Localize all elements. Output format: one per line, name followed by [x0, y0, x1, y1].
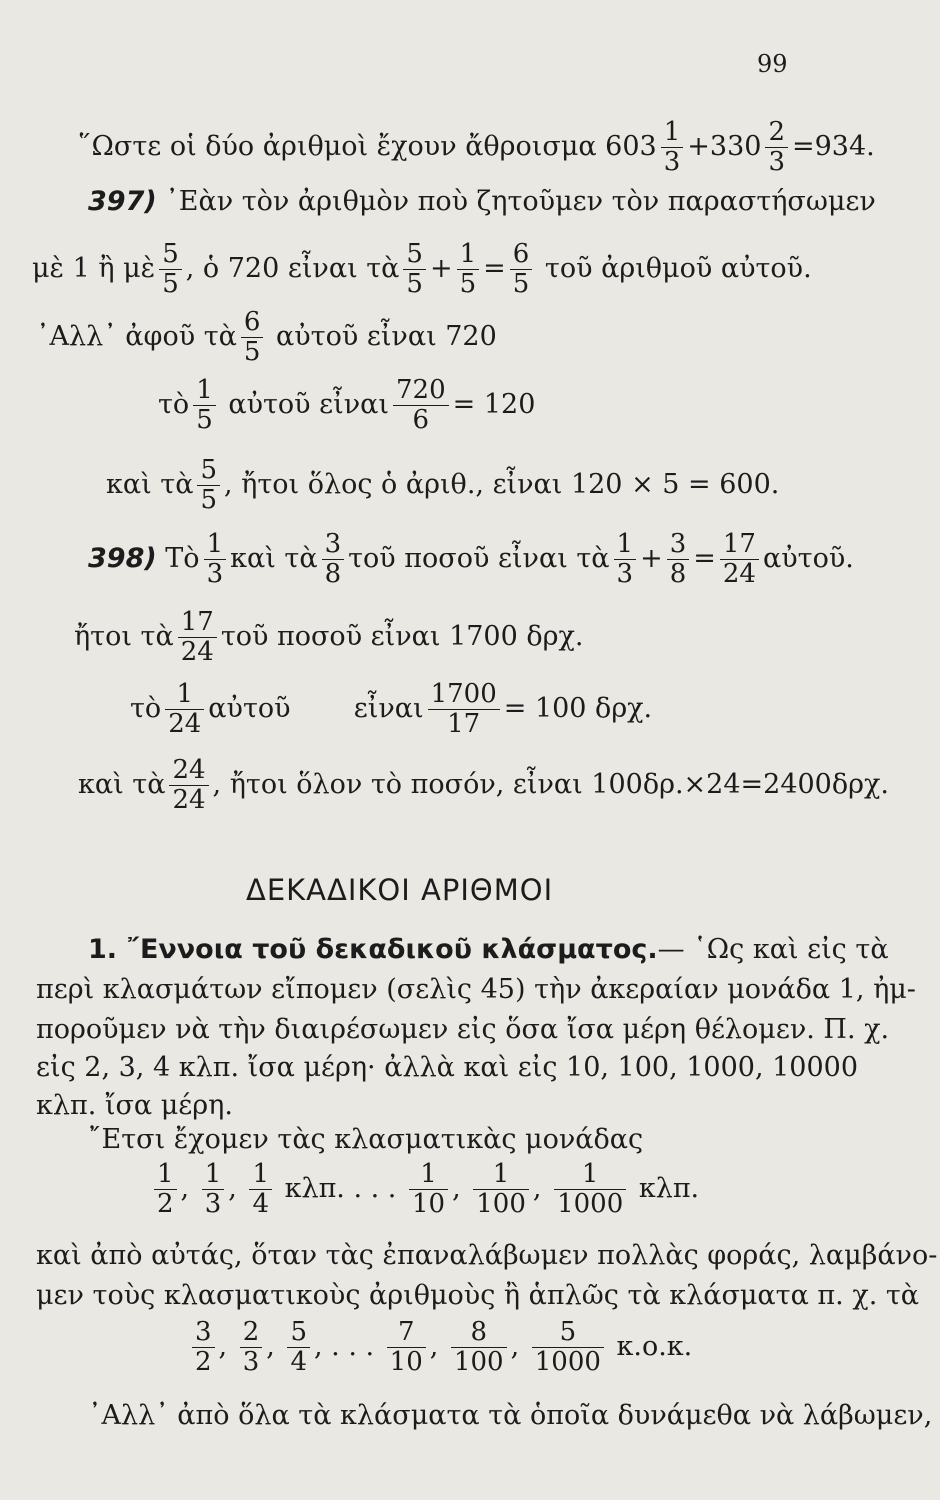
fraction: $\frac{1}{10}$	[409, 1160, 448, 1219]
fraction: $\frac{5}{5}$	[197, 456, 220, 515]
fraction: $\frac{720}{6}$	[393, 376, 449, 435]
fraction: $\frac{1}{100}$	[473, 1160, 529, 1219]
section-1-line-5: κλπ. ἴσα μέρη.	[36, 1090, 233, 1121]
fraction: $\frac{5}{4}$	[287, 1318, 310, 1377]
section-heading: ΔΕΚΑΔΙΚΟΙ ΑΡΙΘΜΟΙ	[246, 873, 554, 907]
fraction: $\frac{24}{24}$	[169, 756, 208, 815]
section-1-line-9: ᾿Αλλ᾿ ἀπὸ ὅλα τὰ κλάσματα τὰ ὁποῖα δυνάμεθα νὰ λάβωμεν,	[88, 1400, 933, 1431]
fraction: $\frac{6}{5}$	[510, 240, 533, 299]
fraction: $\frac{3}{8}$	[667, 530, 690, 589]
fraction: $\frac{5}{5}$	[159, 240, 182, 299]
section-1-line-4: εἰς 2, 3, 4 κλπ. ἴσα μέρη· ἀλλὰ καὶ εἰς 10, 100, 1000, 10000	[36, 1052, 859, 1083]
problem-397-line-5: καὶ τὰ $\frac{5}{5}$ , ἤτοι ὅλος ὁ ἀριθ., εἶναι 120 × 5 = 600.	[106, 455, 780, 516]
fraction: $\frac{1}{4}$	[249, 1160, 272, 1219]
fraction: $\frac{17}{24}$	[178, 608, 217, 667]
problem-398-line-1: 398) Τὸ $\frac{1}{3}$ καὶ τὰ $\frac{3}{8}$ τοῦ ποσοῦ εἶναι τὰ $\frac{1}{3}$ + $\frac{3}{8}$ = $\frac{17}{24}$ αὐτοῦ.	[88, 529, 854, 590]
fraction: $\frac{1}{24}$	[165, 680, 204, 739]
problem-397-line-1	[88, 188, 876, 215]
section-1-line-6: ῎Ετσι ἔχομεν τὰς κλασματικὰς μονάδας	[88, 1124, 644, 1155]
fraction: $\frac{3}{2}$	[192, 1318, 215, 1377]
fraction: $\frac{6}{5}$	[241, 308, 264, 367]
sum-result: =934.	[792, 131, 875, 163]
problem-397-line-3: ᾿Αλλ᾿ ἀφοῦ τὰ $\frac{6}{5}$ αὐτοῦ εἶναι 720	[36, 307, 497, 368]
problem-398-line-3: τὸ $\frac{1}{24}$ αὐτοῦ εἶναι $\frac{1700}{17}$ = 100 δρχ.	[130, 679, 653, 740]
fraction: $\frac{2}{3}$	[240, 1318, 263, 1377]
section-1-line-3: ποροῦμεν νὰ τὴν διαιρέσωμεν εἰς ὅσα ἴσα μέρη θέλομεν. Π. χ.	[36, 1014, 890, 1045]
sum-mid: +330	[687, 131, 762, 163]
page-number: 99	[757, 50, 788, 78]
section-1-line-2: περὶ κλασμάτων εἴπομεν (σελὶς 45) τὴν ἀκεραίαν μονάδα 1, ἠμ-	[36, 974, 916, 1005]
problem-text: ᾿Εὰν τὸν ἀριθμὸν ποὺ ζητοῦμεν τὸν παραστήσωμεν	[165, 186, 876, 217]
fraction: $\frac{5}{1000}$	[532, 1318, 604, 1377]
fraction: $\frac{1700}{17}$	[428, 680, 500, 739]
sum-text: ῞Ωστε οἱ δύο ἀριθμοὶ ἔχουν ἄθροισμα 603	[78, 131, 657, 163]
section-1-line-7: καὶ ἀπὸ αὐτάς, ὅταν τὰς ἐπαναλάβωμεν πολλὰς φοράς, λαμβάνο-	[36, 1240, 938, 1271]
fraction: $\frac{1}{5}$	[457, 240, 480, 299]
fractions-row: $\frac{3}{2}$ , $\frac{2}{3}$ , $\frac{5}{4}$ , . . . $\frac{7}{10}$ , $\frac{8}{100}$ , $\frac{5}{1000}$ κ.ο.κ.	[188, 1318, 692, 1377]
fraction: $\frac{5}{5}$	[403, 240, 426, 299]
fraction: $\frac{1}{1000}$	[554, 1160, 626, 1219]
problem-397-line-2: μὲ 1 ἢ μὲ $\frac{5}{5}$ , ὁ 720 εἶναι τὰ $\frac{5}{5}$ + $\frac{1}{5}$ = $\frac{6}{5}$ τοῦ ἀριθμοῦ αὐτοῦ.	[32, 239, 812, 300]
fraction: $\frac{1}{2}$	[154, 1160, 177, 1219]
unit-fractions-row: $\frac{1}{2}$ , $\frac{1}{3}$ , $\frac{1}{4}$ κλπ. . . . $\frac{1}{10}$ , $\frac{1}{100}$ , $\frac{1}{1000}$ κλπ.	[150, 1160, 699, 1219]
problem-397-line-4: τὸ $\frac{1}{5}$ αὐτοῦ εἶναι $\frac{720}{6}$ = 120	[158, 375, 536, 436]
fraction: $\frac{1}{3}$	[204, 530, 227, 589]
section-1-line-8: μεν τοὺς κλασματικοὺς ἀριθμοὺς ἢ ἁπλῶς τὰ κλάσματα π. χ. τὰ	[36, 1280, 920, 1311]
section-title: 1. ῎Εννοια τοῦ δεκαδικοῦ κλάσματος.	[88, 934, 658, 965]
fraction: $\frac{1}{3}$	[661, 118, 684, 177]
problem-398-line-2: ἤτοι τὰ $\frac{17}{24}$ τοῦ ποσοῦ εἶναι 1700 δρχ.	[74, 607, 584, 668]
fraction: $\frac{17}{24}$	[720, 530, 759, 589]
sum-line	[78, 118, 875, 177]
problem-number: 398)	[88, 543, 157, 575]
fraction: $\frac{2}{3}$	[765, 118, 788, 177]
fraction: $\frac{1}{3}$	[202, 1160, 225, 1219]
fraction: $\frac{7}{10}$	[387, 1318, 426, 1377]
problem-398-line-4: καὶ τὰ $\frac{24}{24}$ , ἤτοι ὅλον τὸ ποσόν, εἶναι 100δρ.×24=2400δρχ.	[78, 755, 889, 816]
section-1-line-1: 1. ῎Εννοια τοῦ δεκαδικοῦ κλάσματος.— ῾Ως καὶ εἰς τὰ	[88, 934, 889, 965]
problem-number: 397)	[88, 186, 157, 217]
fraction: $\frac{3}{8}$	[322, 530, 345, 589]
fraction: $\frac{1}{3}$	[614, 530, 637, 589]
fraction: $\frac{1}{5}$	[193, 376, 216, 435]
fraction: $\frac{8}{100}$	[451, 1318, 507, 1377]
